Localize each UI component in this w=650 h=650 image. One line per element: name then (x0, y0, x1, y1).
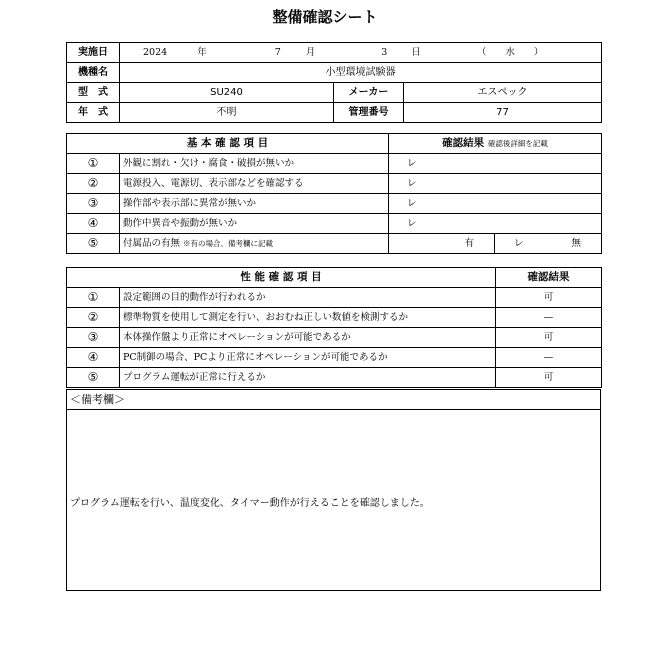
perf-row-result: 可 (496, 288, 602, 308)
manage-value: 77 (404, 103, 602, 123)
basic-row (67, 174, 602, 194)
basic-header-row (67, 134, 602, 154)
year-row (67, 103, 602, 123)
year-value: 不明 (120, 103, 334, 123)
basic-check-table (66, 133, 602, 254)
date-month: 7 (274, 47, 281, 58)
date-weekday: （ 水 ） (476, 47, 544, 58)
perf-row-result: 可 (496, 328, 602, 348)
year-label: 年 式 (67, 103, 120, 123)
basic-result-title: 確認結果 (442, 137, 485, 149)
basic-row-number: ③ (67, 194, 120, 214)
sheet-title: 整備確認シート (272, 8, 378, 26)
accessory-cell (120, 234, 389, 254)
remarks-label: ＜備考欄＞ (67, 390, 600, 410)
accessory-text: 付属品の有無 (123, 238, 181, 249)
date-day-unit: 日 (411, 47, 421, 58)
date-day: 3 (381, 47, 388, 58)
basic-row-text: 電源投入、電源切、表示部などを確認する (120, 174, 389, 194)
basic-row-number: ④ (67, 214, 120, 234)
basic-row-text: 動作中異音や振動が無いか (120, 214, 389, 234)
perf-row-number: ① (67, 288, 120, 308)
basic-row-result: レ (389, 214, 602, 234)
perf-row (67, 308, 602, 328)
perf-row-text: PC制御の場合、PCより正常にオペレーションが可能であるか (120, 348, 496, 368)
perf-row-text: 標準物質を使用して測定を行い、おおむね正しい数値を検測するか (120, 308, 496, 328)
accessory-result-cell (495, 234, 602, 254)
perf-row-number: ④ (67, 348, 120, 368)
maker-value: エスペック (404, 83, 602, 103)
date-year-unit: 年 (197, 47, 207, 58)
perf-row-result: — (496, 348, 602, 368)
perf-row-text: 設定範囲の目的動作が行われるか (120, 288, 496, 308)
basic-header: 基 本 確 認 項 目 (67, 134, 389, 154)
basic-result-note: 確認後詳細を記載 (487, 139, 548, 148)
model-value: 小型環境試験器 (120, 63, 602, 83)
basic-result-header (389, 134, 602, 154)
date-row (67, 43, 602, 63)
perf-row-result: — (496, 308, 602, 328)
perf-header-row (67, 268, 602, 288)
perf-row (67, 288, 602, 308)
accessory-yes: 有 (389, 234, 495, 254)
basic-row (67, 154, 602, 174)
accessory-note: ※有の場合、備考欄に記載 (183, 239, 274, 248)
date-month-unit: 月 (305, 47, 316, 58)
accessory-no: 無 (571, 238, 582, 249)
perf-row (67, 348, 602, 368)
info-table (66, 42, 602, 123)
basic-row-number: ② (67, 174, 120, 194)
perf-row-number: ③ (67, 328, 120, 348)
accessory-check: レ (514, 238, 524, 249)
perf-header: 性 能 確 認 項 目 (67, 268, 496, 288)
manage-label: 管理番号 (334, 103, 404, 123)
performance-check-table (66, 267, 602, 388)
perf-result-header: 確認結果 (496, 268, 602, 288)
type-value: SU240 (120, 83, 334, 103)
type-label: 型 式 (67, 83, 120, 103)
date-year: 2024 (143, 47, 168, 58)
model-label: 機種名 (67, 63, 120, 83)
basic-row-number: ⑤ (67, 234, 120, 254)
perf-row-number: ② (67, 308, 120, 328)
perf-row-number: ⑤ (67, 368, 120, 388)
basic-row (67, 214, 602, 234)
basic-row-result: レ (389, 194, 602, 214)
basic-accessory-row (67, 234, 602, 254)
basic-row (67, 194, 602, 214)
basic-row-text: 外観に割れ・欠け・腐食・破損が無いか (120, 154, 389, 174)
perf-row (67, 368, 602, 388)
perf-row-text: 本体操作盤より正常にオペレーションが可能であるか (120, 328, 496, 348)
perf-row (67, 328, 602, 348)
remarks-box (66, 389, 601, 591)
maker-label: メーカー (334, 83, 404, 103)
remarks-text: プログラム運転を行い、温度変化、タイマー動作が行えることを確認しました。 (70, 498, 430, 509)
date-value (120, 43, 602, 63)
perf-row-text: プログラム運転が正常に行えるか (120, 368, 496, 388)
basic-row-text: 操作部や表示部に異常が無いか (120, 194, 389, 214)
model-row (67, 63, 602, 83)
basic-row-result: レ (389, 174, 602, 194)
type-row (67, 83, 602, 103)
date-label: 実施日 (67, 43, 120, 63)
basic-row-number: ① (67, 154, 120, 174)
perf-row-result: 可 (496, 368, 602, 388)
basic-row-result: レ (389, 154, 602, 174)
